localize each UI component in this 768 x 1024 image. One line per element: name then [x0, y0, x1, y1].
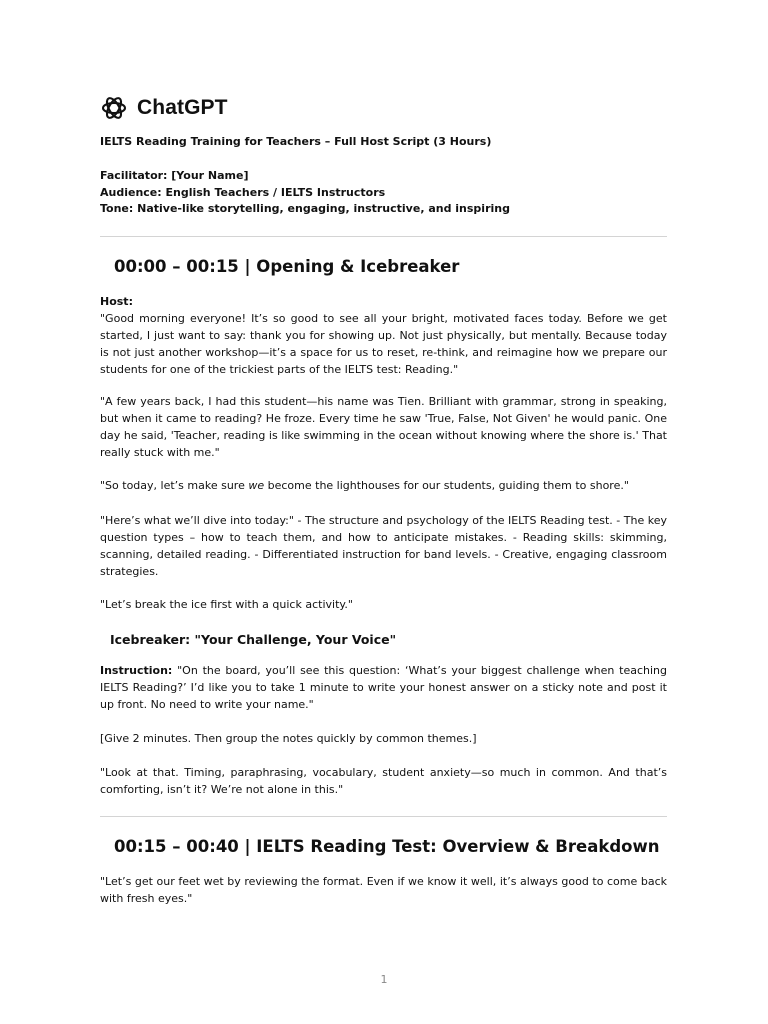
overview-paragraph: "Let’s get our feet wet by reviewing the format. Even if we know it well, it’s always good to come back with fresh eyes.": [100, 875, 667, 905]
lighthouse-text-start: "So today, let’s make sure: [100, 479, 249, 492]
instruction-label: Instruction:: [100, 664, 173, 677]
section-divider: [100, 236, 667, 237]
lighthouse-text-end: become the lighthouses for our students, guiding them to shore.": [264, 479, 629, 492]
section-heading-opening: 00:00 – 00:15 | Opening & Icebreaker: [114, 257, 460, 276]
page-number: 1: [380, 973, 388, 986]
chatgpt-logo: [100, 94, 228, 122]
reflection-paragraph: "Look at that. Timing, paraphrasing, vocabulary, student anxiety—so much in common. And that’s comforting, isn’t it? We’re not alone in this.": [100, 766, 667, 796]
agenda-paragraph: "Here’s what we’ll dive into today:" - The structure and psychology of the IELTS Reading test. - The key question types – how to teach them, and how to anticipate mistakes. - Reading skills: skimming, scanning, detailed reading. - Differentiated instruction for band levels. - Creative, engaging classroom strategies.: [100, 514, 667, 578]
stage-direction-paragraph: [Give 2 minutes. Then group the notes quickly by common themes.]: [100, 732, 477, 745]
tone-line: Tone: Native-like storytelling, engaging, instructive, and inspiring: [100, 202, 510, 215]
document-title: IELTS Reading Training for Teachers – Full Host Script (3 Hours): [100, 135, 492, 148]
facilitator-line: Facilitator: [Your Name]: [100, 169, 249, 182]
icebreaker-heading: Icebreaker: "Your Challenge, Your Voice": [110, 632, 397, 647]
document-meta: [100, 168, 510, 218]
host-label: Host:: [100, 295, 133, 308]
story-paragraph: "A few years back, I had this student—his name was Tien. Brilliant with grammar, strong in speaking, but when it came to reading? He froze. Every time he saw 'True, False, Not Given' he would panic. One day he said, 'Teacher, reading is like swimming in the ocean without knowing where the shore is.' That really stuck with me.": [100, 395, 667, 459]
icebreaker-intro-paragraph: "Let’s break the ice first with a quick activity.": [100, 598, 353, 611]
audience-line: Audience: English Teachers / IELTS Instructors: [100, 185, 386, 199]
logo-text: ChatGPT: [137, 96, 228, 119]
instruction-paragraph: [100, 662, 667, 713]
openai-logo-icon: [100, 94, 128, 122]
host-paragraph: [100, 293, 667, 378]
instruction-text: "On the board, you’ll see this question: ‘What’s your biggest challenge when teaching IELTS Reading?’ I’d like you to take 1 minute to write your honest answer on a sticky note and post it up front. No need to write your name.": [100, 664, 667, 711]
section-heading-overview: 00:15 – 00:40 | IELTS Reading Test: Overview & Breakdown: [114, 837, 660, 856]
section-divider: [100, 816, 667, 817]
lighthouse-emphasis: we: [248, 479, 265, 492]
lighthouse-paragraph: [100, 477, 667, 494]
host-opening-text: "Good morning everyone! It’s so good to see all your bright, motivated faces today. Before we get started, I just want to say: thank you for showing up. Not just physically, but mentally. Because today is not just another workshop—it’s a space for us to reset, re-think, and reimagine how we prepare our students for one of the trickiest parts of the IELTS test: Reading.": [100, 312, 667, 376]
